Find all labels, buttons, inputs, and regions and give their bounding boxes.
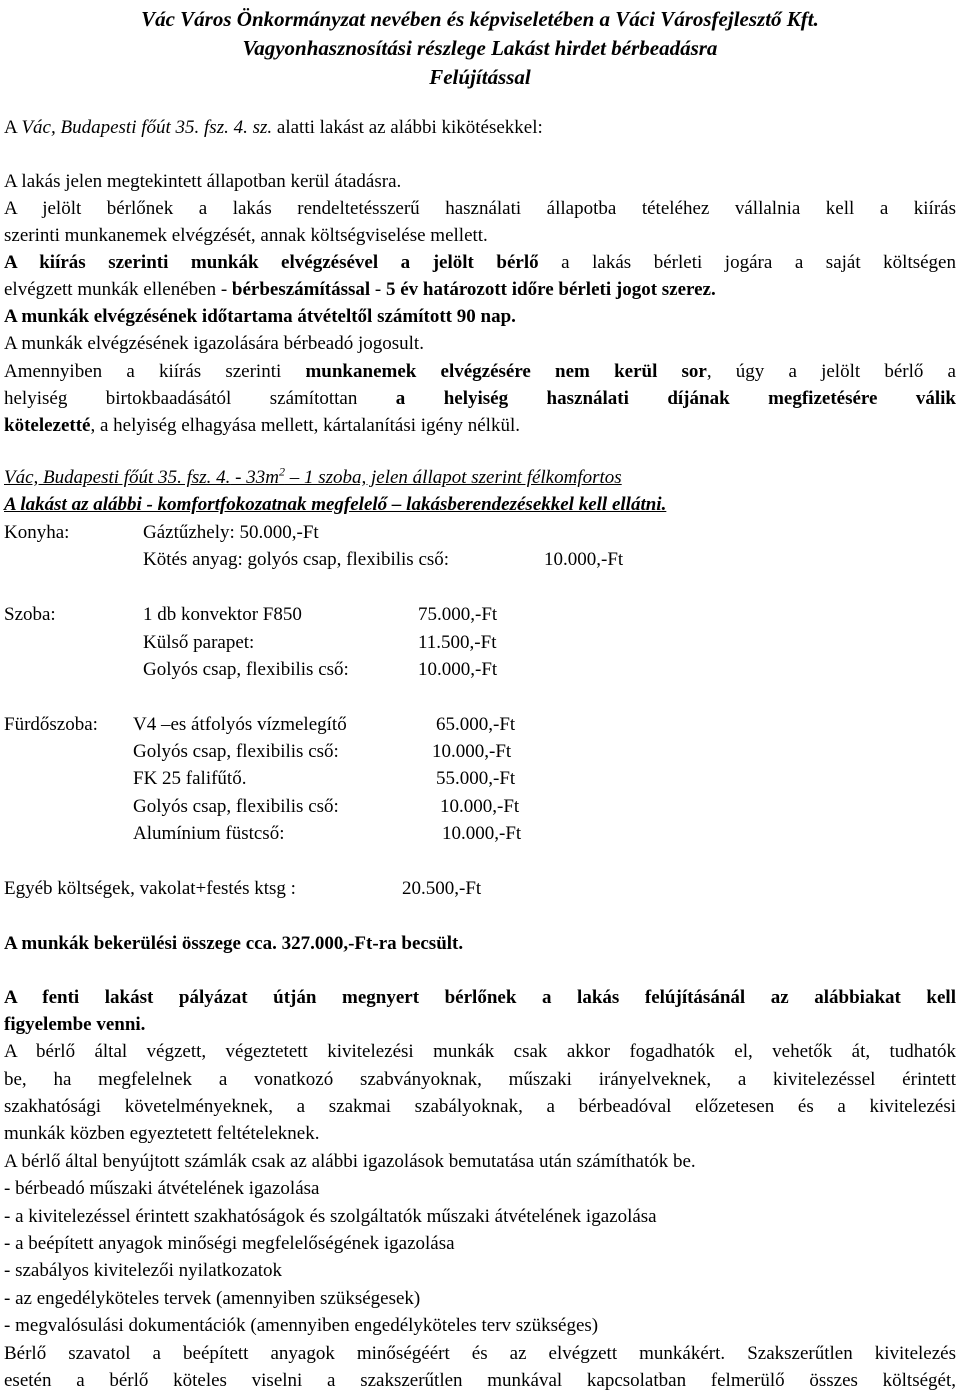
condition-3-line-1 bbox=[4, 252, 956, 274]
notes-p1-line-2: be, ha megfelelnek a vonatkozó szabványoknak, műszaki irányelveknek, a kivitelezéssel érintett bbox=[4, 1069, 956, 1090]
szoba-item-1: 1 db konvektor F850 bbox=[143, 604, 302, 625]
condition-6-text-e: a helyiség használati díjának megfizetésére válik bbox=[395, 388, 956, 409]
furdo-item-4: Golyós csap, flexibilis cső: bbox=[133, 796, 339, 817]
notes-p2: A bérlő által benyújtott számlák csak az alábbi igazolások bemutatása után számíthatók be. bbox=[4, 1151, 696, 1172]
condition-3-text-b: bérbeszámítással bbox=[231, 279, 371, 300]
list-item: - szabályos kivitelezői nyilatkozatok bbox=[4, 1260, 283, 1281]
szoba-item-3: Golyós csap, flexibilis cső: bbox=[143, 659, 349, 680]
szoba-item-2-price: 11.500,-Ft bbox=[418, 632, 497, 653]
konyha-item-2-price: 10.000,-Ft bbox=[544, 549, 624, 570]
condition-6-text-g: , a helyiség elhagyása mellett, kártalanítási igény nélkül. bbox=[90, 415, 520, 436]
intro-address-line bbox=[4, 117, 543, 139]
header-line-2: Vagyonhasznosítási részlege Lakást hirdet bérbeadásra bbox=[242, 36, 718, 60]
notes-heading-line-1: A fenti lakást pályázat útján megnyert bérlőnek a lakás felújításánál az alábbiakat kell bbox=[4, 987, 956, 1008]
property-address: Vác, Budapesti főút 35. fsz. 4. bbox=[4, 467, 231, 488]
condition-6-text-a: Amennyiben a kiírás szerinti bbox=[4, 361, 306, 382]
property-description: – 1 szoba, jelen állapot szerint félkomfortos bbox=[284, 467, 622, 488]
property-size-unit-sup: 2 bbox=[278, 464, 285, 479]
condition-3-text-c: - bbox=[370, 279, 386, 300]
notes-p3-line-2: esetén a bérlő köteles viselni a szakszerűtlen munkával kapcsolatban felmerülő összes költségét, bbox=[4, 1370, 956, 1391]
furdo-item-2-price: 10.000,-Ft bbox=[432, 741, 512, 762]
list-item: - bérbeadó műszaki átvételének igazolása bbox=[4, 1178, 320, 1199]
szoba-item-3-price: 10.000,-Ft bbox=[418, 659, 498, 680]
konyha-label: Konyha: bbox=[4, 522, 70, 543]
condition-5: A munkák elvégzésének igazolására bérbeadó jogosult. bbox=[4, 333, 424, 354]
notes-p1-line-1: A bérlő által végzett, végeztetett kivitelezési munkák csak akkor fogadhatók el, vehetők át, tudhatók bbox=[4, 1041, 956, 1062]
condition-3-text-d: 5 év határozott időre bérleti jogot szerez. bbox=[386, 279, 716, 300]
egyeb-price: 20.500,-Ft bbox=[402, 878, 482, 899]
property-subheading: A lakást az alábbi - komfortfokozatnak megfelelő – lakásberendezésekkel kell ellátni. bbox=[4, 494, 667, 515]
header-line-1: Vác Város Önkormányzat nevében és képviseletében a Váci Városfejlesztő Kft. bbox=[141, 7, 819, 31]
furdo-item-4-price: 10.000,-Ft bbox=[440, 796, 520, 817]
condition-4: A munkák elvégzésének időtartama átvételtől számított 90 nap. bbox=[4, 306, 516, 327]
condition-2-line-1: A jelölt bérlőnek a lakás rendeltetésszerű használati állapotba tételéhez vállalnia kell a kiírás bbox=[4, 198, 956, 219]
condition-3-bold: A kiírás szerinti munkák elvégzésével a jelölt bérlő bbox=[4, 252, 539, 273]
condition-6-line-3 bbox=[4, 415, 520, 437]
konyha-item-1: Gáztűzhely: 50.000,-Ft bbox=[143, 522, 319, 543]
szoba-label: Szoba: bbox=[4, 604, 56, 625]
list-item: - a kivitelezéssel érintett szakhatóságok és szolgáltatók műszaki átvételének igazolása bbox=[4, 1206, 657, 1227]
condition-3-rest: a lakás bérleti jogára a saját költségen bbox=[538, 252, 956, 273]
szoba-item-1-price: 75.000,-Ft bbox=[418, 604, 498, 625]
condition-6-text-f: kötelezetté bbox=[4, 415, 91, 436]
condition-3-line-2 bbox=[4, 279, 716, 301]
notes-p1-line-4: munkák közben egyeztetett feltételeknek. bbox=[4, 1123, 320, 1144]
intro-prefix: A bbox=[4, 117, 22, 138]
furdo-item-5-price: 10.000,-Ft bbox=[442, 823, 522, 844]
property-size: - 33m bbox=[230, 467, 279, 488]
condition-6-text-d: helyiség birtokbaadásától számítottan bbox=[4, 388, 396, 409]
furdo-label: Fürdőszoba: bbox=[4, 714, 98, 735]
total-cost: A munkák bekerülési összege cca. 327.000,-Ft-ra becsült. bbox=[4, 933, 464, 954]
list-item: - az engedélyköteles tervek (amennyiben szükségesek) bbox=[4, 1288, 421, 1309]
condition-1: A lakás jelen megtekintett állapotban kerül átadásra. bbox=[4, 171, 402, 192]
notes-p1-line-3: szakhatósági követelményeknek, a szakmai szabályoknak, a bérbeadóval előzetesen és a kivitelezési bbox=[4, 1096, 956, 1117]
condition-6-line-1 bbox=[4, 361, 956, 383]
furdo-item-3: FK 25 falifűtő. bbox=[133, 768, 247, 789]
intro-suffix: alatti lakást az alábbi kikötésekkel: bbox=[272, 117, 543, 138]
notes-heading-line-2: figyelembe venni. bbox=[4, 1014, 146, 1035]
condition-2-line-2: szerinti munkanemek elvégzését, annak költségviselése mellett. bbox=[4, 225, 488, 246]
list-item: - megvalósulási dokumentációk (amennyiben engedélyköteles terv szükséges) bbox=[4, 1315, 599, 1336]
furdo-item-1-price: 65.000,-Ft bbox=[436, 714, 516, 735]
konyha-item-2: Kötés anyag: golyós csap, flexibilis cső: bbox=[143, 549, 450, 570]
property-heading bbox=[4, 464, 622, 489]
furdo-item-1: V4 –es átfolyós vízmelegítő bbox=[133, 714, 347, 735]
intro-address: Vác, Budapesti főút 35. fsz. 4. sz. bbox=[21, 117, 273, 138]
szoba-item-2: Külső parapet: bbox=[143, 632, 255, 653]
furdo-item-2: Golyós csap, flexibilis cső: bbox=[133, 741, 339, 762]
condition-6-text-b: munkanemek elvégzésére nem kerül sor bbox=[305, 361, 707, 382]
condition-6-line-2 bbox=[4, 388, 956, 410]
notes-p3-line-1: Bérlő szavatol a beépített anyagok minőségéért és az elvégzett munkákért. Szakszerűtlen kivitelezés bbox=[4, 1343, 956, 1364]
header-line-3: Felújítással bbox=[429, 65, 531, 89]
list-item: - a beépített anyagok minőségi megfelelőségének igazolása bbox=[4, 1233, 455, 1254]
furdo-item-3-price: 55.000,-Ft bbox=[436, 768, 516, 789]
condition-6-text-c: , úgy a jelölt bérlő a bbox=[706, 361, 956, 382]
condition-3-text-a: elvégzett munkák ellenében - bbox=[4, 279, 232, 300]
furdo-item-5: Alumínium füstcső: bbox=[133, 823, 285, 844]
egyeb-label: Egyéb költségek, vakolat+festés ktsg : bbox=[4, 878, 296, 899]
